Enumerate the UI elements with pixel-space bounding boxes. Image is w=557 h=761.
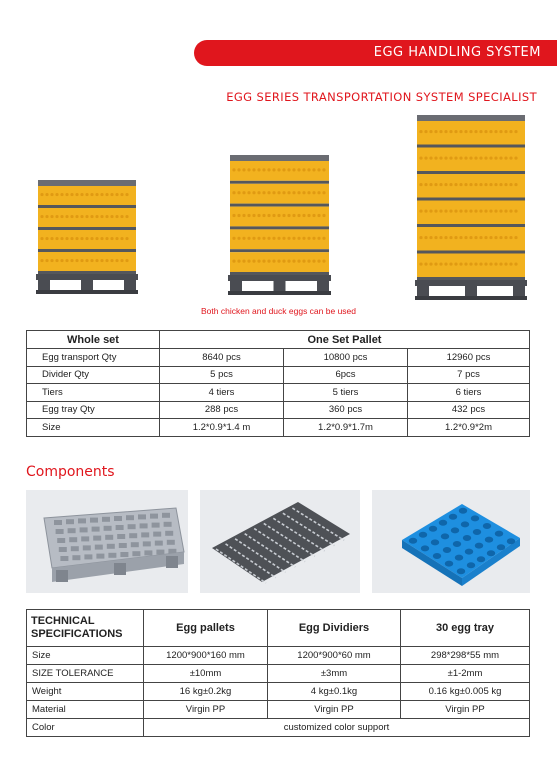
- one-set-pallet-header: One Set Pallet: [160, 331, 530, 349]
- table-row: [27, 384, 530, 402]
- cell: 360 pcs: [284, 401, 408, 419]
- cell: ±3mm: [268, 665, 401, 683]
- cell: 10800 pcs: [284, 349, 408, 367]
- cell: 0.16 kg±0.005 kg: [401, 683, 530, 701]
- row-label: Size: [27, 419, 160, 437]
- cell: 298*298*55 mm: [401, 647, 530, 665]
- cell: 1200*900*160 mm: [144, 647, 268, 665]
- components-title: Components: [26, 464, 115, 480]
- table-row: [27, 419, 530, 437]
- row-label: SIZE TOLERANCE: [27, 665, 144, 683]
- row-label: Egg transport Qty: [27, 349, 160, 367]
- whole-set-header: Whole set: [27, 331, 160, 349]
- cell: 1.2*0.9*2m: [408, 419, 530, 437]
- pallet-stack-6-tiers-image: [415, 115, 527, 300]
- table-row: [27, 349, 530, 367]
- pallet-caption: Both chicken and duck eggs can be used: [201, 306, 356, 316]
- column-header: Egg pallets: [144, 610, 268, 647]
- table-row: [27, 683, 530, 701]
- cell: 6pcs: [284, 366, 408, 384]
- row-label: Tiers: [27, 384, 160, 402]
- technical-spec-table: [26, 609, 530, 737]
- cell: 8640 pcs: [160, 349, 284, 367]
- row-label: Egg tray Qty: [27, 401, 160, 419]
- row-label: Size: [27, 647, 144, 665]
- cell: Virgin PP: [268, 701, 401, 719]
- table-row: [27, 665, 530, 683]
- table-row: [27, 719, 530, 737]
- banner-title: EGG HANDLING SYSTEM: [373, 45, 541, 60]
- cell: 5 pcs: [160, 366, 284, 384]
- egg-pallet-image: [26, 490, 188, 593]
- cell: 7 pcs: [408, 366, 530, 384]
- cell: 6 tiers: [408, 384, 530, 402]
- cell: ±1-2mm: [401, 665, 530, 683]
- cell: 4 tiers: [160, 384, 284, 402]
- cell: customized color support: [144, 719, 530, 737]
- cell: 1.2*0.9*1.4 m: [160, 419, 284, 437]
- cell: Virgin PP: [401, 701, 530, 719]
- row-label: Color: [27, 719, 144, 737]
- table-row: [27, 366, 530, 384]
- cell: 5 tiers: [284, 384, 408, 402]
- page-subtitle: EGG SERIES TRANSPORTATION SYSTEM SPECIALIST: [226, 90, 537, 104]
- egg-divider-image: [200, 490, 360, 593]
- cell: ±10mm: [144, 665, 268, 683]
- table-row: [27, 701, 530, 719]
- egg-tray-image: [372, 490, 530, 593]
- cell: 1.2*0.9*1.7m: [284, 419, 408, 437]
- table-row: [27, 401, 530, 419]
- cell: 288 pcs: [160, 401, 284, 419]
- cell: Virgin PP: [144, 701, 268, 719]
- row-label: Weight: [27, 683, 144, 701]
- cell: 12960 pcs: [408, 349, 530, 367]
- cell: 4 kg±0.1kg: [268, 683, 401, 701]
- row-label: Material: [27, 701, 144, 719]
- column-header: 30 egg tray: [401, 610, 530, 647]
- pallet-stack-5-tiers-image: [228, 155, 331, 295]
- whole-set-table: [26, 330, 530, 437]
- table-row: [27, 647, 530, 665]
- cell: 1200*900*60 mm: [268, 647, 401, 665]
- cell: 432 pcs: [408, 401, 530, 419]
- cell: 16 kg±0.2kg: [144, 683, 268, 701]
- header-banner: [194, 40, 557, 66]
- column-header: Egg Dividiers: [268, 610, 401, 647]
- pallet-stack-4-tiers-image: [36, 180, 138, 294]
- tech-spec-header: TECHNICAL SPECIFICATIONS: [27, 610, 144, 647]
- row-label: Divider Qty: [27, 366, 160, 384]
